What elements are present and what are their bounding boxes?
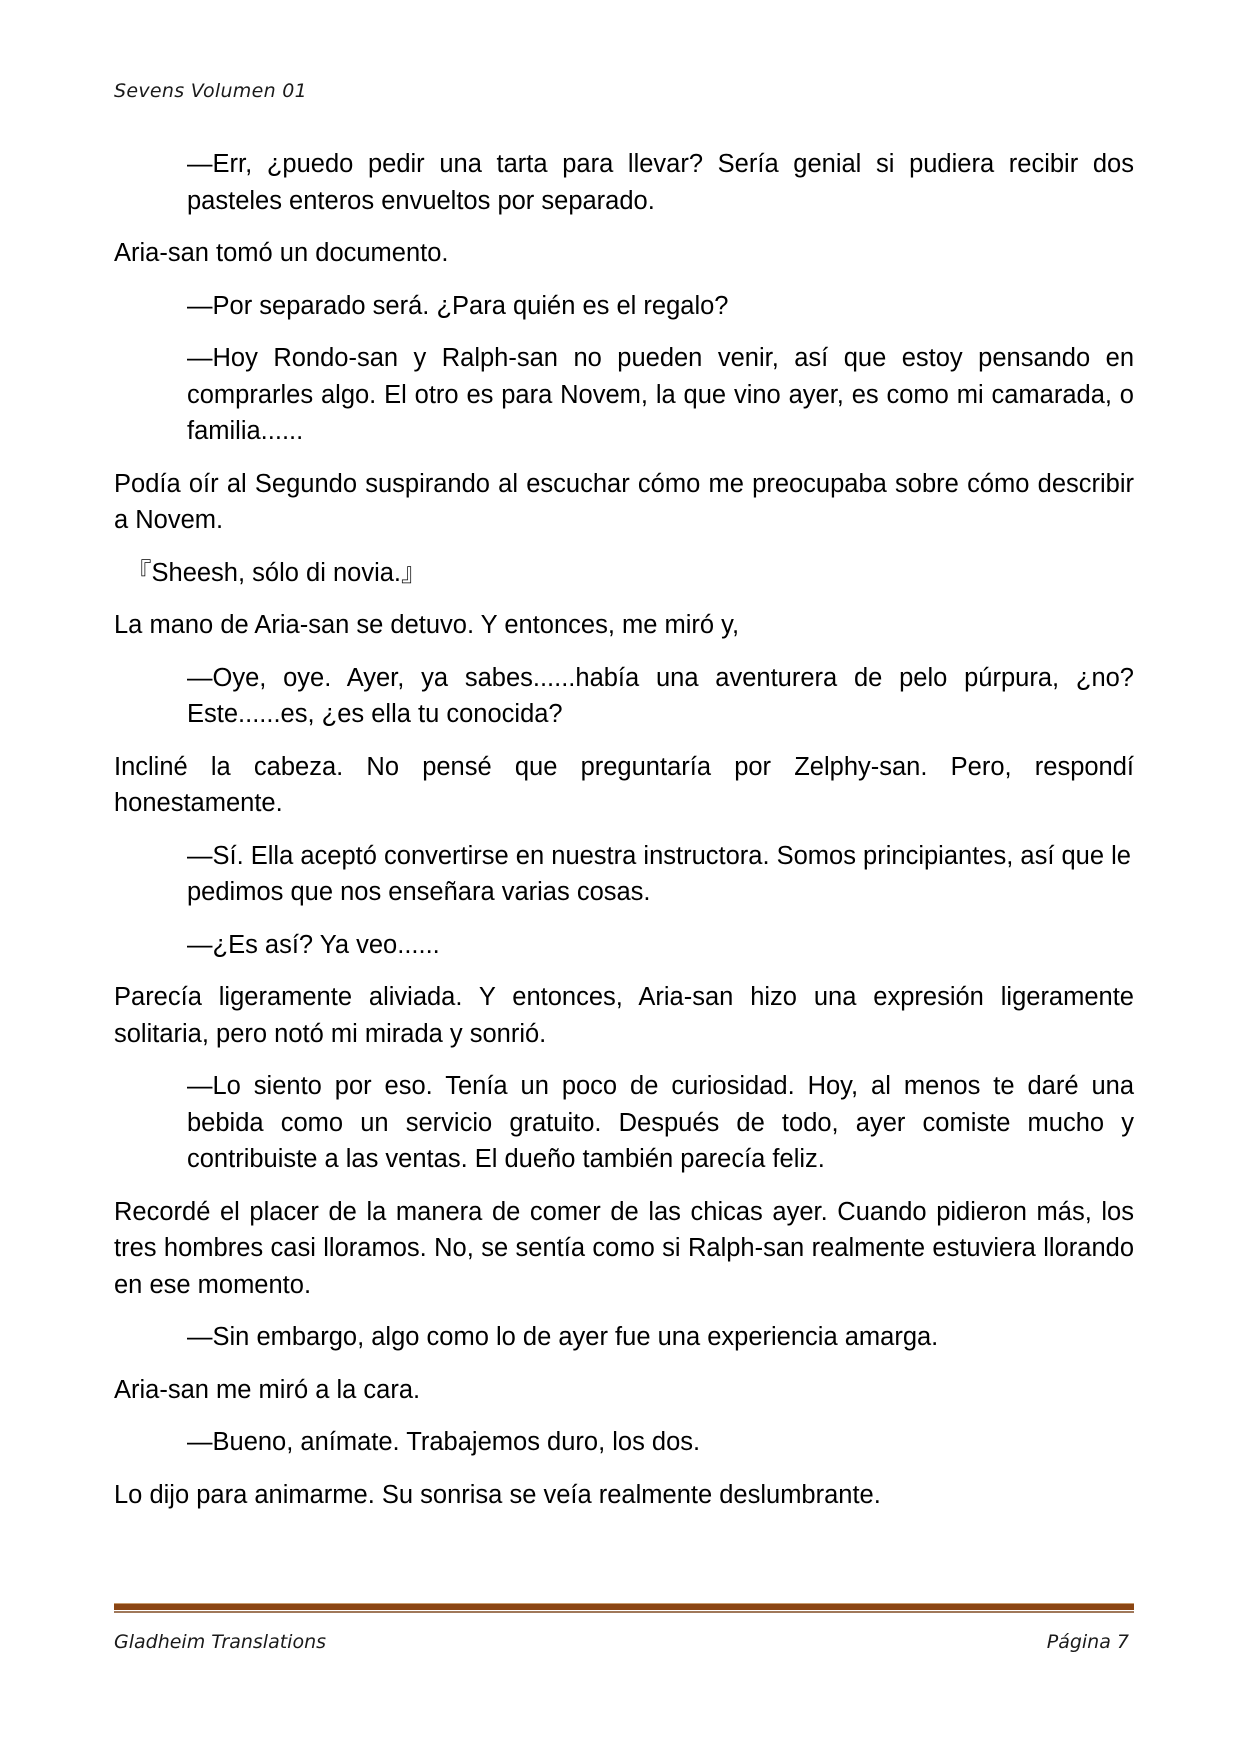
narration-paragraph: Aria-san tomó un documento. xyxy=(114,239,449,267)
dialog-paragraph: —Por separado será. ¿Para quién es el regalo? xyxy=(187,291,729,320)
narration-paragraph: Aria-san me miró a la cara. xyxy=(114,1375,421,1404)
dialog-paragraph: —Sin embargo, algo como lo de ayer fue una experiencia amarga. xyxy=(187,1323,939,1351)
footer-divider xyxy=(114,1603,1134,1613)
narration-paragraph: Parecía ligeramente aliviada. Y entonces, Aria-san hizo una expresión ligeramente solitaria, pero notó mi mirada y sonrió. xyxy=(114,983,1134,1048)
narration-paragraph: Incliné la cabeza. No pensé que preguntaría por Zelphy-san. Pero, respondí honestamente. xyxy=(114,752,1134,817)
page-body xyxy=(114,146,1134,1529)
dialog-paragraph: —Bueno, anímate. Trabajemos duro, los dos. xyxy=(187,1428,701,1456)
dialog-paragraph: —Hoy Rondo-san y Ralph-san no pueden venir, así que estoy pensando en comprarles algo. El otro es para Novem, la que vino ayer, es como mi camarada, o familia...... xyxy=(187,344,1134,445)
footer-divider-thick xyxy=(114,1603,1134,1610)
narration-paragraph: La mano de Aria-san se detuvo. Y entonces, me miró y, xyxy=(114,611,740,639)
dialog-paragraph: —Oye, oye. Ayer, ya sabes......había una aventurera de pelo púrpura, ¿no? Este......es, ¿es ella tu conocida? xyxy=(187,663,1134,728)
footer-publisher: Gladheim Translations xyxy=(114,1631,327,1653)
spirit-voice-paragraph: 『Sheesh, sólo di novia.』 xyxy=(126,558,427,587)
running-header-title: Sevens Volumen 01 xyxy=(114,80,308,102)
footer-divider-thin xyxy=(114,1611,1134,1613)
dialog-paragraph: —Lo siento por eso. Tenía un poco de curiosidad. Hoy, al menos te daré una bebida como un servicio gratuito. Después de todo, ayer comiste mucho y contribuiste a las ventas. El dueño también parecía feliz. xyxy=(187,1072,1134,1173)
narration-paragraph: Lo dijo para animarme. Su sonrisa se veía realmente deslumbrante. xyxy=(114,1480,881,1509)
narration-paragraph: Podía oír al Segundo suspirando al escuchar cómo me preocupaba sobre cómo describir a Novem. xyxy=(114,469,1134,534)
dialog-paragraph: —Err, ¿puedo pedir una tarta para llevar? Sería genial si pudiera recibir dos pasteles enteros envueltos por separado. xyxy=(187,150,1134,215)
dialog-paragraph: —¿Es así? Ya veo...... xyxy=(187,930,440,959)
narration-paragraph: Recordé el placer de la manera de comer de las chicas ayer. Cuando pidieron más, los tres hombres casi lloramos. No, se sentía como si Ralph-san realmente estuviera llorando en ese momento. xyxy=(114,1197,1134,1299)
dialog-paragraph: —Sí. Ella aceptó convertirse en nuestra instructora. Somos principiantes, así que le pedimos que nos enseñara varias cosas. xyxy=(187,841,1131,906)
footer-page-number: Página 7 xyxy=(1046,1631,1129,1653)
